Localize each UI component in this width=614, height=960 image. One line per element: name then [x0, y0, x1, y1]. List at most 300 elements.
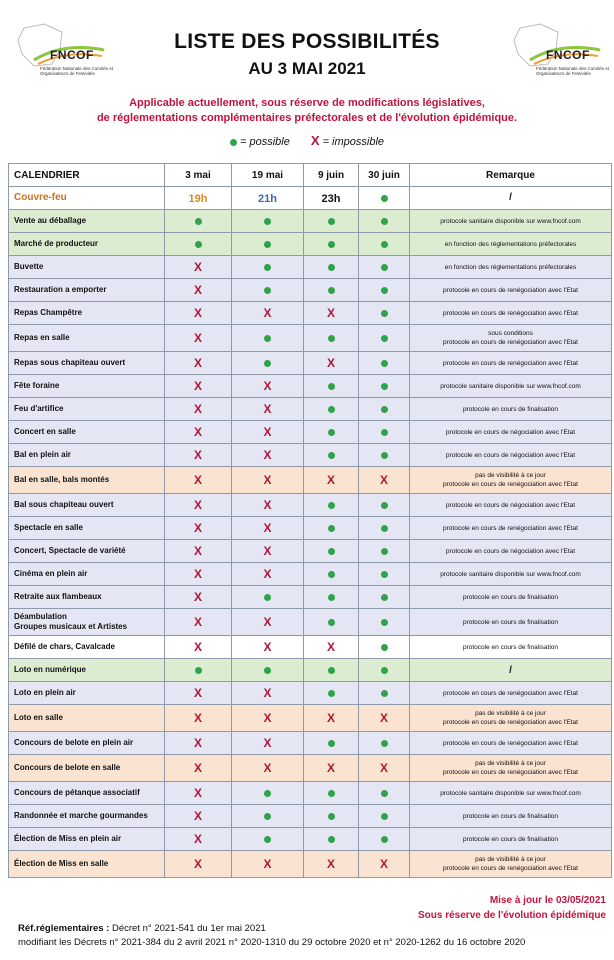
status-cell	[165, 375, 232, 398]
status-cell	[232, 732, 304, 755]
remark-text: pas de visibilité à ce jour	[475, 710, 546, 717]
status-cell	[359, 782, 410, 805]
possible-dot-icon	[264, 264, 271, 271]
table-row	[9, 398, 612, 421]
header-3-mai: 3 mai	[165, 164, 232, 187]
remark-text: protocole en cours de négociation avec l'Etat	[445, 501, 576, 509]
table-header-row	[9, 164, 612, 187]
status-cell	[232, 444, 304, 467]
status-cell	[232, 540, 304, 563]
remark-text: protocole en cours de renégociation avec l'Etat	[443, 524, 578, 532]
logo-subtitle: Fédération Nationale des Comités et Organisateurs de Festivités	[536, 66, 610, 76]
activity-name	[9, 398, 165, 421]
possible-dot-icon	[381, 525, 388, 532]
activity-name	[9, 352, 165, 375]
status-cell	[304, 444, 359, 467]
impossible-x-icon: X	[263, 761, 272, 775]
status-cell	[304, 659, 359, 682]
activity-label: Repas Champêtre	[14, 308, 83, 317]
table-row	[9, 233, 612, 256]
possible-dot-icon	[381, 383, 388, 390]
impossible-x-icon: X	[193, 260, 202, 274]
status-cell	[165, 279, 232, 302]
impossible-x-icon: X	[326, 711, 335, 725]
status-cell	[359, 494, 410, 517]
status-cell	[232, 609, 304, 636]
status-cell	[359, 732, 410, 755]
impossible-x-icon: X	[193, 761, 202, 775]
regulatory-references	[18, 922, 525, 950]
status-cell	[232, 279, 304, 302]
remark-cell	[410, 494, 612, 517]
status-cell	[165, 444, 232, 467]
impossible-x-icon: X	[263, 686, 272, 700]
status-cell	[304, 375, 359, 398]
status-cell	[304, 609, 359, 636]
remark-text-line2: protocole en cours de renégociation avec l'Etat	[443, 481, 578, 488]
possible-dot-icon	[328, 790, 335, 797]
activity-label: Concours de belote en plein air	[14, 738, 134, 747]
status-cell	[304, 705, 359, 732]
activity-name	[9, 279, 165, 302]
status-cell	[304, 233, 359, 256]
remark-cell	[410, 636, 612, 659]
activity-label: Retraite aux flambeaux	[14, 592, 102, 601]
header-calendrier: CALENDRIER	[9, 164, 165, 187]
status-cell	[304, 467, 359, 494]
status-cell	[359, 705, 410, 732]
status-cell	[165, 732, 232, 755]
status-cell	[165, 636, 232, 659]
table-row	[9, 755, 612, 782]
remark-cell	[410, 210, 612, 233]
status-cell	[359, 517, 410, 540]
status-cell	[165, 467, 232, 494]
status-cell	[232, 375, 304, 398]
impossible-x-icon: X	[326, 640, 335, 654]
impossible-x-icon: X	[326, 761, 335, 775]
impossible-x-icon: X	[193, 425, 202, 439]
status-cell	[359, 540, 410, 563]
activity-name	[9, 805, 165, 828]
impossible-x-icon: X	[193, 473, 202, 487]
impossible-x-icon: X	[326, 857, 335, 871]
status-cell	[359, 467, 410, 494]
remark-cell	[410, 467, 612, 494]
activity-label: Restauration a emporter	[14, 285, 107, 294]
possible-dot-icon	[381, 790, 388, 797]
activity-label: Élection de Miss en salle	[14, 859, 109, 868]
possible-dot-icon	[381, 310, 388, 317]
status-cell	[359, 659, 410, 682]
activity-label: Spectacle en salle	[14, 523, 83, 532]
status-cell	[359, 352, 410, 375]
status-cell	[359, 421, 410, 444]
possible-dot-icon	[264, 360, 271, 367]
possible-dot-icon	[381, 740, 388, 747]
activity-name	[9, 233, 165, 256]
status-cell	[304, 421, 359, 444]
possible-dot-icon	[328, 502, 335, 509]
status-cell	[165, 851, 232, 878]
status-cell	[232, 352, 304, 375]
activity-name	[9, 467, 165, 494]
possible-dot-icon	[328, 383, 335, 390]
possible-dot-icon	[195, 218, 202, 225]
update-date: Mise à jour le 03/05/2021	[489, 895, 606, 906]
status-cell	[359, 444, 410, 467]
remark-cell	[410, 609, 612, 636]
status-cell	[232, 586, 304, 609]
impossible-x-icon: X	[263, 448, 272, 462]
remark-cell	[410, 279, 612, 302]
impossible-x-icon: X	[379, 473, 388, 487]
logo-name: FNCOF	[50, 48, 94, 62]
activity-label: Loto en salle	[14, 713, 63, 722]
logo-subtitle: Fédération Nationale des Comités et Organisateurs de Festivités	[40, 66, 114, 76]
header-30-juin: 30 juin	[359, 164, 410, 187]
activity-name	[9, 563, 165, 586]
refs-label: Réf.réglementaires :	[18, 923, 110, 934]
status-cell	[359, 279, 410, 302]
table-row	[9, 421, 612, 444]
subtitle-line-2: de réglementations complémentaires préfectorales et de l'évolution épidémique.	[96, 112, 518, 124]
status-cell	[232, 494, 304, 517]
possible-dot-icon	[381, 406, 388, 413]
possible-dot-icon	[328, 740, 335, 747]
impossible-x-icon: X	[193, 590, 202, 604]
impossible-x-icon: X	[263, 567, 272, 581]
remark-text: en fonction des réglementations préfectorales	[444, 263, 577, 271]
status-cell	[165, 705, 232, 732]
status-cell	[359, 210, 410, 233]
remark-cell	[410, 755, 612, 782]
possible-dot-icon	[264, 667, 271, 674]
refs-modified-decrees: modifiant les Décrets n° 2021-384 du 2 avril 2021 n° 2020-1310 du 29 octobre 2020 et n° 2020-1262 du 16 octobre 2020	[18, 937, 526, 948]
activity-name	[9, 636, 165, 659]
remark-text-line2: protocole en cours de renégociation avec l'Etat	[443, 719, 578, 726]
remark-text: protocole en cours de finalisation	[462, 618, 559, 626]
activity-name	[9, 540, 165, 563]
possible-dot-icon	[328, 690, 335, 697]
remark-text: protocole en cours de négociation avec l'Etat	[445, 451, 576, 459]
status-cell	[304, 805, 359, 828]
possible-dot-icon	[381, 667, 388, 674]
status-cell	[304, 325, 359, 352]
activity-name	[9, 256, 165, 279]
remark-text: pas de visibilité à ce jour	[475, 760, 546, 767]
activity-label: Vente au déballage	[14, 216, 87, 225]
possible-dot-icon	[328, 264, 335, 271]
table-row	[9, 782, 612, 805]
activity-name	[9, 586, 165, 609]
remark-text: protocole en cours de renégociation avec l'Etat	[443, 739, 578, 747]
activity-label: Repas en salle	[14, 333, 70, 342]
activity-label: Concert en salle	[14, 427, 76, 436]
remark-cell	[410, 732, 612, 755]
status-cell	[165, 586, 232, 609]
impossible-x-icon: X	[263, 379, 272, 393]
remark-text: protocole en cours de négociation avec l'Etat	[445, 547, 576, 555]
activity-name	[9, 755, 165, 782]
possible-dot-icon	[328, 335, 335, 342]
status-cell	[304, 302, 359, 325]
header-9-juin: 9 juin	[304, 164, 359, 187]
impossible-x-icon: X	[193, 809, 202, 823]
header-remarque: Remarque	[410, 164, 612, 187]
status-cell	[165, 256, 232, 279]
possible-dot-icon	[230, 139, 237, 146]
activity-label: Cinéma en plein air	[14, 569, 88, 578]
possible-dot-icon	[381, 195, 388, 202]
status-cell	[359, 805, 410, 828]
curfew-label: Couvre-feu	[14, 192, 67, 203]
status-cell	[165, 540, 232, 563]
possible-dot-icon	[328, 452, 335, 459]
activity-label: Concours de belote en salle	[14, 763, 121, 772]
status-cell	[304, 210, 359, 233]
possible-dot-icon	[381, 452, 388, 459]
remark-text: en fonction des réglementations préfectorales	[444, 240, 577, 248]
page-title: LISTE DES POSSIBILITÉS	[174, 30, 440, 53]
header-19-mai: 19 mai	[232, 164, 304, 187]
status-cell	[304, 732, 359, 755]
status-cell	[165, 517, 232, 540]
possible-dot-icon	[264, 287, 271, 294]
table-row	[9, 325, 612, 352]
table-row	[9, 256, 612, 279]
activity-label: Élection de Miss en plein air	[14, 834, 122, 843]
impossible-x-icon: X	[263, 473, 272, 487]
subtitle-line-1: Applicable actuellement, sous réserve de modifications législatives,	[129, 97, 485, 109]
status-cell	[359, 256, 410, 279]
status-cell	[304, 851, 359, 878]
status-cell	[304, 517, 359, 540]
impossible-x-icon: X	[193, 331, 202, 345]
possible-dot-icon	[328, 594, 335, 601]
possible-dot-icon	[381, 429, 388, 436]
status-cell	[165, 352, 232, 375]
activity-name	[9, 732, 165, 755]
impossible-x-icon: X	[326, 306, 335, 320]
remark-cell	[410, 540, 612, 563]
impossible-x-icon: X	[263, 306, 272, 320]
activity-label: Fête foraine	[14, 381, 60, 390]
remark-text: pas de visibilité à ce jour	[475, 472, 546, 479]
activity-name	[9, 444, 165, 467]
status-cell	[359, 851, 410, 878]
remark-cell	[410, 398, 612, 421]
remark-cell	[410, 302, 612, 325]
table-row	[9, 851, 612, 878]
activity-name	[9, 210, 165, 233]
legend	[0, 133, 614, 148]
status-cell	[304, 352, 359, 375]
possible-dot-icon	[195, 667, 202, 674]
impossible-x-icon: X	[193, 283, 202, 297]
status-cell	[165, 659, 232, 682]
possible-dot-icon	[381, 287, 388, 294]
activity-label: Loto en plein air	[14, 688, 76, 697]
status-cell	[232, 828, 304, 851]
possible-dot-icon	[381, 218, 388, 225]
impossible-x-icon: X	[326, 356, 335, 370]
possible-dot-icon	[381, 644, 388, 651]
remark-text: protocole sanitaire disponible sur www.fncof.com	[440, 217, 581, 225]
status-cell	[232, 256, 304, 279]
impossible-x-icon: X	[263, 425, 272, 439]
activity-label: Bal sous chapiteau ouvert	[14, 500, 114, 509]
remark-cell	[410, 828, 612, 851]
status-cell	[232, 805, 304, 828]
status-cell	[232, 705, 304, 732]
status-cell	[165, 563, 232, 586]
impossible-x-icon: X	[193, 736, 202, 750]
remark-cell	[410, 805, 612, 828]
possible-dot-icon	[381, 548, 388, 555]
possible-dot-icon	[264, 813, 271, 820]
table-row	[9, 732, 612, 755]
impossible-x-icon: X	[193, 786, 202, 800]
impossible-x-icon: X	[379, 711, 388, 725]
remark-cell	[410, 659, 612, 682]
activity-label: Loto en numérique	[14, 665, 86, 674]
possible-dot-icon	[381, 690, 388, 697]
possible-dot-icon	[328, 525, 335, 532]
status-cell	[165, 302, 232, 325]
page-title-date: AU 3 MAI 2021	[248, 59, 366, 78]
activity-name	[9, 828, 165, 851]
status-cell	[359, 828, 410, 851]
status-cell	[232, 302, 304, 325]
table-row	[9, 494, 612, 517]
impossible-x-icon: X	[193, 567, 202, 581]
impossible-x-icon: X	[193, 832, 202, 846]
impossible-x-icon: X	[326, 473, 335, 487]
status-cell	[359, 398, 410, 421]
activity-label: Défilé de chars, Cavalcade	[14, 642, 115, 651]
remark-text: protocole en cours de renégociation avec l'Etat	[443, 689, 578, 697]
impossible-x-icon: X	[193, 711, 202, 725]
activity-label: Repas sous chapiteau ouvert	[14, 358, 126, 367]
possible-dot-icon	[328, 406, 335, 413]
possible-dot-icon	[328, 667, 335, 674]
status-cell	[165, 682, 232, 705]
activity-label: Déambulation	[14, 612, 67, 621]
activity-name	[9, 421, 165, 444]
table-row	[9, 352, 612, 375]
status-cell	[165, 494, 232, 517]
status-cell	[165, 609, 232, 636]
status-cell	[359, 755, 410, 782]
possible-dot-icon	[381, 264, 388, 271]
impossible-x-icon: X	[263, 544, 272, 558]
table-row	[9, 682, 612, 705]
legend-impossible: = impossible	[322, 136, 385, 148]
status-cell	[165, 398, 232, 421]
activity-label: Marché de producteur	[14, 239, 99, 248]
remark-cell	[410, 421, 612, 444]
status-cell	[232, 210, 304, 233]
status-cell	[232, 421, 304, 444]
possible-dot-icon	[381, 594, 388, 601]
remark-text: protocole en cours de finalisation	[462, 835, 559, 843]
possible-dot-icon	[381, 813, 388, 820]
table-row	[9, 636, 612, 659]
possible-dot-icon	[328, 619, 335, 626]
table-row	[9, 659, 612, 682]
status-cell	[232, 398, 304, 421]
activity-name	[9, 517, 165, 540]
status-cell	[232, 659, 304, 682]
remark-text: protocole en cours de renégociation avec l'Etat	[443, 309, 578, 317]
remark-text: protocole en cours de renégociation avec l'Etat	[443, 359, 578, 367]
impossible-x-icon: X	[263, 857, 272, 871]
curfew-row	[9, 187, 612, 210]
remark-text: /	[509, 664, 512, 676]
status-cell	[232, 467, 304, 494]
possible-dot-icon	[328, 429, 335, 436]
remark-text: protocole sanitaire disponible sur www.fncof.com	[440, 789, 581, 797]
remark-text: pas de visibilité à ce jour	[475, 856, 546, 863]
status-cell	[232, 636, 304, 659]
remark-cell	[410, 352, 612, 375]
curfew-3-mai: 19h	[188, 193, 208, 205]
table-row	[9, 467, 612, 494]
possible-dot-icon	[264, 218, 271, 225]
status-cell	[232, 517, 304, 540]
remark-cell	[410, 682, 612, 705]
possible-dot-icon	[381, 335, 388, 342]
remark-text: protocole en cours de finalisation	[462, 405, 559, 413]
status-cell	[165, 421, 232, 444]
table-row	[9, 586, 612, 609]
status-cell	[359, 636, 410, 659]
remark-text-line2: protocole en cours de renégociation avec l'Etat	[443, 769, 578, 776]
status-cell	[359, 609, 410, 636]
remark-text: protocole sanitaire disponible sur www.fncof.com	[440, 570, 581, 578]
status-cell	[304, 563, 359, 586]
activity-label: Randonnée et marche gourmandes	[14, 811, 148, 820]
remark-text: protocole en cours de négociation avec l'Etat	[445, 428, 576, 436]
remark-text-line2: protocole en cours de renégociation avec l'Etat	[443, 865, 578, 872]
remark-text-line2: protocole en cours de renégociation avec l'Etat	[443, 339, 578, 346]
activity-label: Bal en plein air	[14, 450, 71, 459]
status-cell	[304, 828, 359, 851]
status-cell	[359, 375, 410, 398]
status-cell	[304, 256, 359, 279]
impossible-x-icon: X	[263, 615, 272, 629]
possible-dot-icon	[195, 241, 202, 248]
impossible-x-icon: X	[379, 761, 388, 775]
impossible-x-icon: X	[193, 402, 202, 416]
activity-name	[9, 494, 165, 517]
remark-text: protocole en cours de finalisation	[462, 593, 559, 601]
table-row	[9, 563, 612, 586]
impossible-x-icon: X	[193, 521, 202, 535]
possible-dot-icon	[264, 335, 271, 342]
status-cell	[359, 682, 410, 705]
remark-cell	[410, 586, 612, 609]
status-cell	[232, 851, 304, 878]
legend-possible: = possible	[239, 136, 290, 148]
possible-dot-icon	[381, 502, 388, 509]
remark-cell	[410, 705, 612, 732]
status-cell	[304, 682, 359, 705]
possible-dot-icon	[328, 836, 335, 843]
curfew-19-mai: 21h	[258, 193, 277, 205]
status-cell	[165, 828, 232, 851]
